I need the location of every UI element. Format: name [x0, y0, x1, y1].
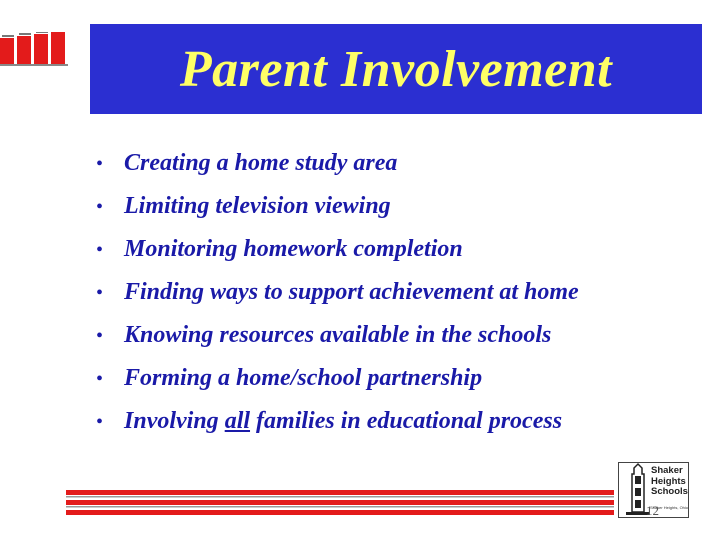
- bullet-text: [124, 408, 562, 435]
- bullet-item: [96, 236, 579, 279]
- logo-text: [651, 466, 688, 498]
- bullet-list: [96, 150, 579, 451]
- logo-subtitle: Shaker Heights, Ohio: [650, 505, 689, 510]
- bottom-stripes: [66, 490, 614, 516]
- bullet-marker: •: [96, 153, 104, 175]
- bullet-text-part: Involving: [124, 408, 225, 434]
- bullet-item: [96, 279, 579, 322]
- bullet-text: Knowing resources available in the schools: [124, 322, 552, 348]
- bullet-item: [96, 322, 579, 365]
- bullet-item: [96, 365, 579, 408]
- slide-title: Parent Involvement: [179, 40, 613, 98]
- bullet-emphasis: all: [224, 408, 251, 434]
- bullet-marker: •: [96, 196, 104, 218]
- red-bars-mark-icon: [0, 32, 78, 68]
- bullet-marker: •: [96, 411, 104, 433]
- bullet-text: Monitoring homework completion: [124, 236, 463, 262]
- bullet-text: Creating a home study area: [124, 150, 398, 176]
- bullet-text-part: families in educational process: [250, 408, 563, 434]
- logo-line-3: Schools: [651, 486, 688, 497]
- title-band: [90, 24, 702, 114]
- bullet-marker: •: [96, 325, 104, 347]
- bullet-item: [96, 150, 579, 193]
- bullet-marker: •: [96, 368, 104, 390]
- page-number: 12: [646, 503, 659, 518]
- bullet-text: Finding ways to support achievement at home: [124, 279, 579, 305]
- logo-line-1: Shaker: [651, 465, 683, 476]
- bullet-item: [96, 193, 579, 236]
- bullet-text: Limiting television viewing: [124, 193, 391, 219]
- logo-line-2: Heights: [651, 475, 686, 487]
- bullet-text: Forming a home/school partnership: [124, 365, 483, 391]
- bullet-marker: •: [96, 282, 104, 304]
- bullet-marker: •: [96, 239, 104, 261]
- bullet-item: [96, 408, 579, 451]
